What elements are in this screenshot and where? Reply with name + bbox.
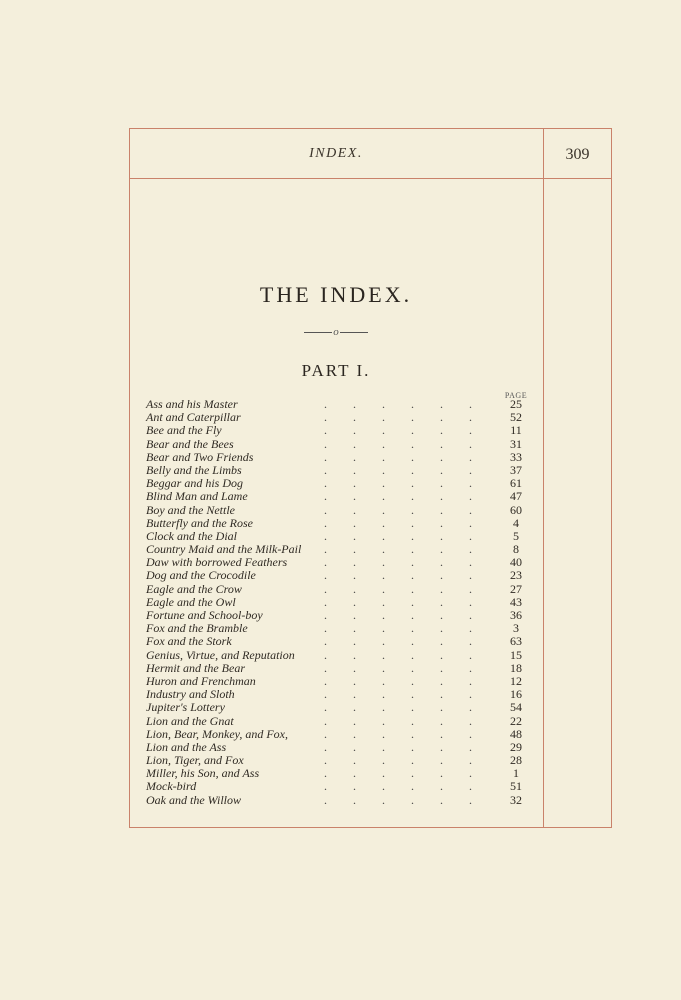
entry-title: Eagle and the Owl [146,594,236,609]
entry-title: Blind Man and Lame [146,489,248,504]
index-entry: Miller, his Son, and Ass . . . . . . 1 [146,767,536,780]
entry-title: Boy and the Nettle [146,502,235,517]
index-entry: Beggar and his Dog . . . . . . 61 [146,477,536,490]
entry-page: 1 [513,766,519,781]
entry-title: Industry and Sloth [146,687,235,702]
entry-title: Bear and the Bees [146,436,234,451]
entry-page: 3 [513,621,519,636]
entry-title: Fox and the Stork [146,634,232,649]
entry-page: 47 [510,489,522,504]
entry-title: Bear and Two Friends [146,449,254,464]
entry-page: 36 [510,608,522,622]
entry-title: Jupiter's Lottery [146,700,225,715]
entry-page: 32 [510,792,522,807]
index-entry: Oak and the Willow . . . . . . 32 [146,794,536,807]
entry-page: 33 [510,449,522,464]
page-title: THE INDEX. [259,282,413,307]
index-entry: Boy and the Nettle . . . . . . 60 [146,504,536,517]
entry-page: 25 [510,397,522,411]
entry-title: Fortune and School-boy [146,608,263,622]
index-entry: Fox and the Stork . . . . . . 63 [146,635,536,648]
entry-title: Oak and the Willow [146,792,241,807]
index-entry: Hermit and the Bear . . . . . . 18 [146,662,536,675]
entry-page: 61 [510,476,522,491]
entry-page: 52 [510,410,522,425]
part-heading: PART I. [301,361,371,380]
index-entry: Lion, Tiger, and Fox . . . . . . 28 [146,754,536,767]
entry-title: Lion, Tiger, and Fox [146,753,244,768]
entry-title: Belly and the Limbs [146,462,242,477]
entry-title: Huron and Frenchman [146,673,256,688]
entry-page: 43 [510,594,522,609]
index-entry: Bee and the Fly . . . . . . 11 [146,424,536,437]
entry-title: Clock and the Dial [146,528,237,543]
entry-title: Hermit and the Bear [146,660,245,675]
entry-page: 60 [510,502,522,517]
entry-title: Dog and the Crocodile [146,568,256,583]
index-entry: Blind Man and Lame . . . . . . 47 [146,490,536,503]
ornament-dash-left [304,332,332,333]
index-entry: Industry and Sloth . . . . . . 16 [146,688,536,701]
index-entry: Fox and the Bramble . . . . . . 3 [146,622,536,635]
index-entry: Ant and Caterpillar . . . . . . 52 [146,411,536,424]
entry-page: 28 [510,753,522,768]
entry-page: 15 [510,647,522,662]
entry-page: 63 [510,634,522,649]
entry-page: 27 [510,581,522,596]
index-entry: Bear and Two Friends . . . . . . 33 [146,451,536,464]
index-entry: Bear and the Bees . . . . . . 31 [146,438,536,451]
entry-title: Ant and Caterpillar [146,410,241,425]
entry-title: Mock-bird [146,779,197,794]
entry-page: 4 [513,515,519,530]
index-entry: Ass and his Master . . . . . . 25 [146,398,536,411]
index-entry-list [146,398,536,807]
entry-title: Bee and the Fly [146,423,222,438]
entry-title: Miller, his Son, and Ass [146,766,260,781]
ornament-dash-right [340,332,368,333]
entry-title: Butterfly and the Rose [146,515,253,530]
entry-page: 5 [513,528,519,543]
entry-title: Lion, Bear, Monkey, and Fox, [146,726,288,741]
page-column-label: PAGE [504,391,528,400]
index-entry: Clock and the Dial . . . . . . 5 [146,530,536,543]
entry-title: Beggar and his Dog [146,476,243,491]
index-entry: Eagle and the Owl . . . . . . 43 [146,596,536,609]
ornament-divider [129,326,543,338]
index-entry: Mock-bird . . . . . . 51 [146,780,536,793]
entry-title: Country Maid and the Milk-Pail [146,542,302,557]
entry-title: Fox and the Bramble [146,621,248,636]
index-entry: Genius, Virtue, and Reputation . . . . . . 15 [146,649,536,662]
entry-title: Lion and the Gnat [146,713,234,728]
entry-page: 40 [510,555,522,570]
index-entry: Belly and the Limbs . . . . . . 37 [146,464,536,477]
entry-title: Eagle and the Crow [146,581,242,596]
running-head: INDEX. [309,146,363,161]
entry-page: 8 [513,542,519,557]
entry-title: Ass and his Master [146,397,238,411]
entry-page: 23 [510,568,522,583]
index-entry: Jupiter's Lottery . . . . . . 54 [146,701,536,714]
entry-page: 12 [510,673,522,688]
entry-page: 37 [510,462,522,477]
page-number: 309 [565,146,590,163]
index-entry: Eagle and the Crow . . . . . . 27 [146,583,536,596]
header-rule [129,178,612,179]
ornament-glyph: o [333,326,339,339]
index-entry: Country Maid and the Milk-Pail . . . . . . 8 [146,543,536,556]
index-entry: Daw with borrowed Feathers . . . . . . 40 [146,556,536,569]
index-entry: Butterfly and the Rose . . . . . . 4 [146,517,536,530]
entry-page: 29 [510,739,522,754]
index-entry: Lion and the Gnat . . . . . . 22 [146,715,536,728]
index-entry: Huron and Frenchman . . . . . . 12 [146,675,536,688]
entry-page: 16 [510,687,522,702]
entry-page: 31 [510,436,522,451]
entry-title: Daw with borrowed Feathers [146,555,288,570]
index-entry: Lion, Bear, Monkey, and Fox, . . . . . . 48 [146,728,536,741]
margin-rule-vertical [543,128,544,828]
entry-title: Lion and the Ass [146,739,227,754]
index-entry: Fortune and School-boy . . . . . . 36 [146,609,536,622]
entry-page: 11 [510,423,522,438]
entry-page: 18 [510,660,522,675]
index-entry: Lion and the Ass . . . . . . 29 [146,741,536,754]
entry-title: Genius, Virtue, and Reputation [146,647,295,662]
entry-page: 51 [510,779,522,794]
entry-page: 22 [510,713,522,728]
entry-page: 54 [510,700,522,715]
entry-page: 48 [510,726,522,741]
index-entry: Dog and the Crocodile . . . . . . 23 [146,569,536,582]
